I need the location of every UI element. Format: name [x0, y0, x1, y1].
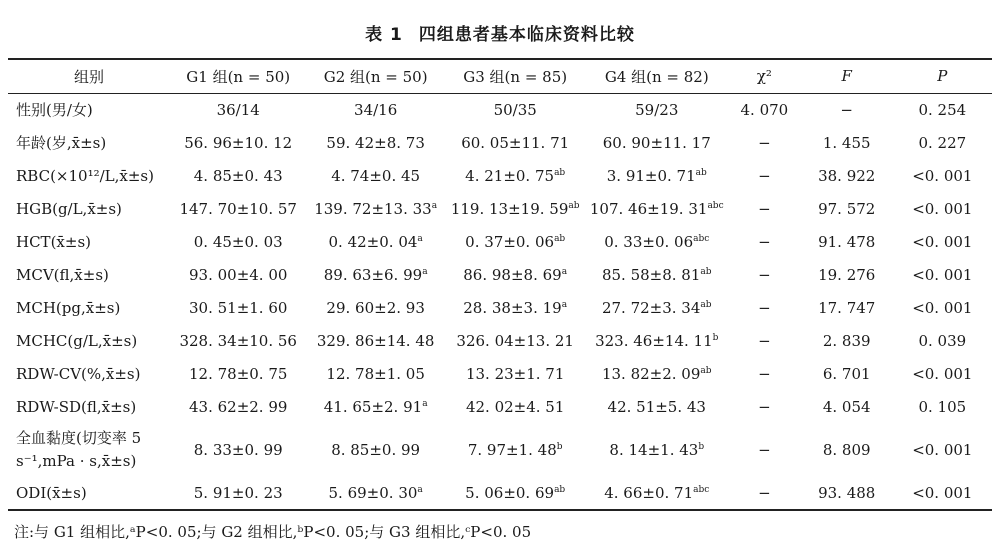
- cell-value: <0. 001: [912, 298, 973, 317]
- table-row: [8, 192, 992, 225]
- cell-value: 2. 839: [822, 331, 871, 350]
- cell-value: <0. 001: [912, 484, 973, 502]
- cell-value: 1. 455: [822, 133, 871, 152]
- row-label: 性别(男/女): [16, 101, 93, 120]
- cell-value: 326. 04±13. 21: [456, 331, 574, 350]
- row-label: HGB(g/L,x̄±s): [16, 199, 122, 218]
- cell-value: 5. 91±0. 23: [193, 484, 283, 502]
- cell-value: −: [758, 265, 771, 284]
- cell-value: 30. 51±1. 60: [188, 298, 288, 317]
- cell-value: <0. 001: [912, 364, 973, 383]
- cell-value: −: [758, 441, 771, 459]
- cell-value: 59. 42±8. 73: [326, 133, 425, 152]
- cell-value: 56. 96±10. 12: [184, 133, 293, 152]
- cell-f: [801, 225, 893, 258]
- cell-p: [893, 477, 992, 510]
- significance-marker: ab: [568, 200, 580, 211]
- significance-marker: a: [431, 200, 438, 211]
- header-row: [8, 59, 992, 93]
- cell-g2: [306, 126, 444, 159]
- cell-f: [801, 126, 893, 159]
- cell-value: 86. 98±8. 69: [463, 265, 562, 284]
- cell-value: 139. 72±13. 33: [314, 199, 432, 218]
- cell-f: [801, 258, 893, 291]
- cell-g4: [586, 357, 729, 390]
- table-row: [8, 258, 992, 291]
- cell-value: 34/16: [354, 100, 398, 119]
- cell-g2: [306, 258, 444, 291]
- header-cell: G2 组(n = 50): [306, 59, 444, 93]
- table-row: [8, 291, 992, 324]
- significance-marker: b: [712, 332, 719, 343]
- cell-value: 4. 054: [822, 397, 871, 416]
- cell-chi2: [728, 423, 801, 477]
- cell-value: 13. 23±1. 71: [465, 364, 565, 383]
- cell-value: 4. 070: [740, 100, 789, 119]
- cell-g1: [170, 126, 306, 159]
- cell-g3: [445, 324, 586, 357]
- header-cell: G3 组(n = 85): [445, 59, 586, 93]
- cell-f: [801, 423, 893, 477]
- cell-value: <0. 001: [912, 232, 973, 251]
- cell-g4: [586, 423, 729, 477]
- significance-marker: ab: [554, 485, 566, 495]
- header-cell: P: [893, 59, 992, 93]
- significance-marker: ab: [700, 299, 712, 310]
- header-cell: F: [801, 59, 893, 93]
- cell-value: 8. 33±0. 99: [193, 441, 283, 459]
- cell-value: 328. 34±10. 56: [179, 331, 297, 350]
- cell-p: [893, 357, 992, 390]
- significance-marker: abc: [707, 200, 724, 211]
- header-cell: χ²: [728, 59, 801, 93]
- table-title: [0, 20, 1000, 45]
- cell-value: 59/23: [635, 100, 679, 119]
- cell-p: [893, 159, 992, 192]
- cell-g2: [306, 423, 444, 477]
- significance-marker: ab: [554, 167, 566, 178]
- cell-chi2: [728, 159, 801, 192]
- table-row: [8, 423, 992, 477]
- cell-value: 4. 74±0. 45: [331, 166, 421, 185]
- cell-g4: [586, 390, 729, 423]
- cell-f: [801, 390, 893, 423]
- cell-value: 6. 701: [822, 364, 871, 383]
- cell-value: 4. 85±0. 43: [193, 166, 283, 185]
- cell-g3: [445, 291, 586, 324]
- cell-value: 8. 14±1. 43: [609, 441, 699, 459]
- row-label: [8, 423, 170, 477]
- cell-value: 3. 91±0. 71: [606, 166, 696, 185]
- significance-marker: b: [556, 442, 563, 452]
- cell-g4: [586, 477, 729, 510]
- cell-value: 36/14: [216, 100, 260, 119]
- cell-p: [893, 423, 992, 477]
- cell-g1: [170, 93, 306, 126]
- cell-value: 12. 78±1. 05: [326, 364, 425, 383]
- significance-marker: a: [417, 233, 423, 244]
- table-row: [8, 159, 992, 192]
- data-table: [8, 58, 992, 511]
- table-footnote: 注:与 G1 组相比,ᵃP<0. 05;与 G2 组相比,ᵇP<0. 05;与 G3 组相比,ᶜP<0. 05: [14, 523, 532, 541]
- cell-g3: [445, 423, 586, 477]
- cell-value: −: [758, 364, 771, 383]
- cell-value: 50/35: [493, 100, 537, 119]
- cell-value: <0. 001: [912, 166, 973, 185]
- cell-value: 97. 572: [818, 199, 876, 218]
- cell-g1: [170, 477, 306, 510]
- cell-g2: [306, 93, 444, 126]
- cell-chi2: [728, 192, 801, 225]
- cell-g4: [586, 159, 729, 192]
- cell-g2: [306, 291, 444, 324]
- cell-g4: [586, 126, 729, 159]
- cell-value: 329. 86±14. 48: [316, 331, 435, 350]
- significance-marker: ab: [695, 167, 707, 178]
- cell-value: 0. 45±0. 03: [193, 232, 283, 251]
- cell-g1: [170, 291, 306, 324]
- significance-marker: ab: [700, 365, 712, 376]
- cell-value: 0. 039: [918, 331, 967, 350]
- cell-g1: [170, 159, 306, 192]
- cell-g3: [445, 225, 586, 258]
- cell-g2: [306, 192, 444, 225]
- cell-chi2: [728, 126, 801, 159]
- table-row: [8, 93, 992, 126]
- significance-marker: a: [422, 266, 428, 277]
- cell-value: <0. 001: [912, 199, 973, 218]
- cell-p: [893, 258, 992, 291]
- cell-f: [801, 291, 893, 324]
- cell-f: [801, 93, 893, 126]
- cell-g4: [586, 225, 729, 258]
- header-cell: 组别: [8, 59, 170, 93]
- cell-value: −: [758, 331, 771, 350]
- table-row: [8, 324, 992, 357]
- row-label: RDW-CV(%,x̄±s): [16, 364, 141, 383]
- cell-value: 91. 478: [818, 232, 876, 251]
- cell-value: −: [758, 397, 771, 416]
- cell-g4: [586, 324, 729, 357]
- cell-p: [893, 225, 992, 258]
- cell-g2: [306, 225, 444, 258]
- cell-value: 13. 82±2. 09: [601, 364, 701, 383]
- cell-g3: [445, 93, 586, 126]
- cell-value: −: [758, 298, 771, 317]
- significance-marker: a: [561, 266, 568, 277]
- row-label: MCHC(g/L,x̄±s): [16, 331, 138, 350]
- cell-value: 41. 65±2. 91: [323, 397, 423, 416]
- cell-f: [801, 324, 893, 357]
- cell-f: [801, 477, 893, 510]
- cell-value: 0. 227: [918, 133, 967, 152]
- cell-value: 42. 51±5. 43: [607, 397, 706, 416]
- cell-chi2: [728, 357, 801, 390]
- cell-value: 5. 69±0. 30: [328, 484, 418, 502]
- cell-value: <0. 001: [912, 441, 973, 459]
- cell-g3: [445, 357, 586, 390]
- significance-marker: ab: [554, 233, 566, 244]
- cell-g4: [586, 192, 729, 225]
- cell-value: 119. 13±19. 59: [450, 199, 569, 218]
- table-body: [8, 93, 992, 510]
- table-row: [8, 357, 992, 390]
- cell-g4: [586, 93, 729, 126]
- cell-value: 0. 254: [918, 100, 967, 119]
- cell-g1: [170, 225, 306, 258]
- cell-value: 27. 72±3. 34: [601, 298, 701, 317]
- cell-chi2: [728, 258, 801, 291]
- cell-value: 60. 05±11. 71: [461, 133, 570, 152]
- row-label: RDW-SD(fl,x̄±s): [16, 397, 137, 416]
- table-row: [8, 126, 992, 159]
- cell-value: 42. 02±4. 51: [465, 397, 565, 416]
- row-label: MCH(pg,x̄±s): [16, 298, 121, 317]
- cell-g3: [445, 159, 586, 192]
- cell-g1: [170, 390, 306, 423]
- cell-p: [893, 324, 992, 357]
- row-label: 年龄(岁,x̄±s): [16, 134, 107, 152]
- cell-value: 107. 46±19. 31: [589, 199, 708, 218]
- cell-value: 4. 21±0. 75: [465, 166, 555, 185]
- header-cell: G4 组(n = 82): [586, 59, 729, 93]
- cell-value: −: [758, 133, 771, 152]
- cell-f: [801, 192, 893, 225]
- cell-value: 323. 46±14. 11: [595, 331, 713, 350]
- row-label: RBC(×10¹²/L,x̄±s): [16, 166, 154, 185]
- cell-g4: [586, 258, 729, 291]
- significance-marker: a: [417, 485, 423, 495]
- cell-g2: [306, 357, 444, 390]
- cell-g3: [445, 258, 586, 291]
- cell-value: 85. 58±8. 81: [601, 265, 701, 284]
- cell-value: 93. 00±4. 00: [188, 265, 288, 284]
- cell-chi2: [728, 390, 801, 423]
- cell-value: −: [840, 100, 853, 119]
- cell-g1: [170, 423, 306, 477]
- table-label: 表 1: [365, 25, 403, 45]
- cell-chi2: [728, 225, 801, 258]
- cell-p: [893, 93, 992, 126]
- cell-value: −: [758, 199, 771, 218]
- cell-g2: [306, 324, 444, 357]
- cell-chi2: [728, 291, 801, 324]
- cell-p: [893, 390, 992, 423]
- cell-g1: [170, 258, 306, 291]
- cell-p: [893, 291, 992, 324]
- cell-g1: [170, 357, 306, 390]
- cell-g1: [170, 192, 306, 225]
- significance-marker: a: [561, 299, 568, 310]
- cell-value: −: [758, 232, 771, 251]
- cell-g2: [306, 477, 444, 510]
- row-label: MCV(fl,x̄±s): [16, 265, 109, 284]
- cell-chi2: [728, 324, 801, 357]
- cell-p: [893, 192, 992, 225]
- row-label-text: 全血黏度(切变率 5 s⁻¹,mPa · s,x̄±s): [16, 429, 142, 470]
- cell-value: 0. 33±0. 06: [604, 232, 694, 251]
- cell-value: −: [758, 166, 771, 185]
- cell-p: [893, 126, 992, 159]
- cell-value: 17. 747: [818, 298, 876, 317]
- cell-chi2: [728, 477, 801, 510]
- cell-value: 60. 90±11. 17: [602, 133, 711, 152]
- cell-value: 43. 62±2. 99: [188, 397, 288, 416]
- table-row: [8, 225, 992, 258]
- cell-value: 38. 922: [818, 166, 876, 185]
- table-caption: 四组患者基本临床资料比较: [418, 25, 635, 45]
- significance-marker: ab: [700, 266, 712, 277]
- cell-g3: [445, 126, 586, 159]
- cell-value: 5. 06±0. 69: [465, 484, 555, 502]
- cell-chi2: [728, 93, 801, 126]
- cell-value: <0. 001: [912, 265, 973, 284]
- cell-g3: [445, 192, 586, 225]
- cell-g3: [445, 477, 586, 510]
- cell-value: 8. 809: [822, 441, 871, 459]
- cell-value: 7. 97±1. 48: [467, 441, 557, 459]
- significance-marker: abc: [693, 233, 710, 244]
- header-cell: G1 组(n = 50): [170, 59, 306, 93]
- cell-g2: [306, 159, 444, 192]
- significance-marker: b: [698, 442, 705, 452]
- significance-marker: a: [422, 398, 428, 409]
- cell-value: 4. 66±0. 71: [604, 484, 694, 502]
- cell-value: 8. 85±0. 99: [331, 441, 421, 459]
- cell-value: 29. 60±2. 93: [326, 298, 425, 317]
- cell-value: 89. 63±6. 99: [323, 265, 423, 284]
- cell-f: [801, 159, 893, 192]
- table-row: [8, 390, 992, 423]
- table-row: [8, 477, 992, 510]
- cell-g3: [445, 390, 586, 423]
- cell-value: 0. 37±0. 06: [465, 232, 555, 251]
- cell-value: 147. 70±10. 57: [179, 199, 297, 218]
- cell-value: 12. 78±0. 75: [188, 364, 288, 383]
- cell-f: [801, 357, 893, 390]
- cell-g2: [306, 390, 444, 423]
- row-label: HCT(x̄±s): [16, 232, 91, 251]
- cell-value: 0. 42±0. 04: [328, 232, 418, 251]
- cell-g1: [170, 324, 306, 357]
- cell-value: 0. 105: [918, 397, 967, 416]
- cell-value: 19. 276: [818, 265, 876, 284]
- row-label: ODI(x̄±s): [8, 477, 170, 510]
- significance-marker: abc: [693, 485, 710, 495]
- cell-value: −: [758, 484, 771, 502]
- cell-g4: [586, 291, 729, 324]
- cell-value: 28. 38±3. 19: [463, 298, 562, 317]
- cell-value: 93. 488: [818, 484, 876, 502]
